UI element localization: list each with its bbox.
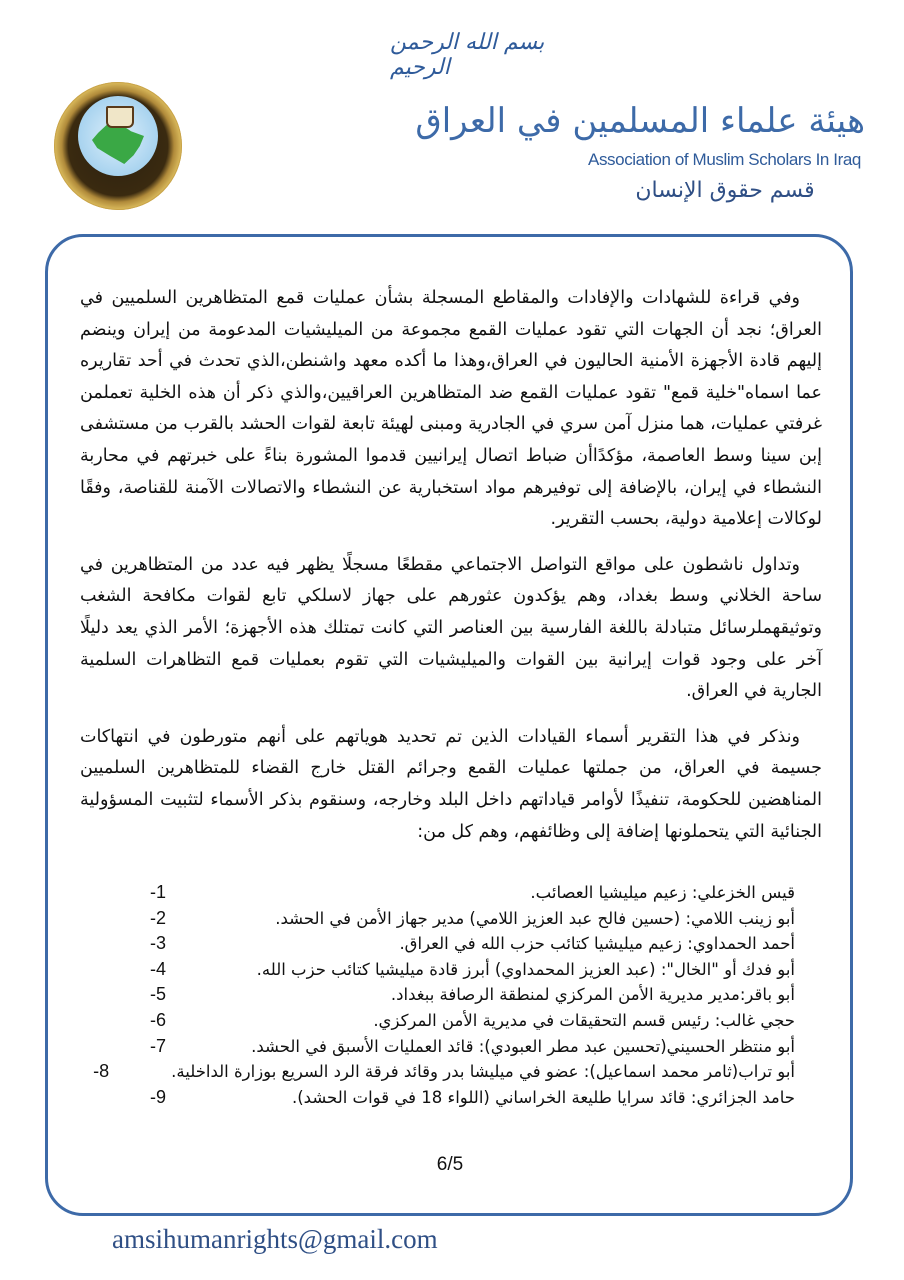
list-item-number: -5 <box>150 984 167 1005</box>
list-item-number: -9 <box>150 1086 167 1107</box>
book-icon <box>106 106 134 128</box>
list-item-text: أبو فدك أو "الخال": (عبد العزيز المحمداوي) أبرز قادة ميليشيا كتائب حزب الله. <box>256 959 795 979</box>
list-item <box>150 931 795 957</box>
list-item-text: أبو تراب(ثامر محمد اسماعيل): عضو في ميليشا بدر وقائد فرقة الرد السريع بوزارة الداخلية. <box>171 1062 795 1082</box>
paragraph: وتداول ناشطون على مواقع التواصل الاجتماعي مقطعًا مسجلًا يظهر فيه عدد من المتظاهرين في ساحة الخلاني وسط بغداد، وهم يؤكدون عثورهم على جهاز لاسلكي تابع لقوات مكافحة الشغب وتوثيقهملرسائل متبادلة باللغة الفارسية بين العناصر التي كانت تمتلك هذه الأجهزة؛ الأمر الذي يعد دليلًا آخر على وجود قوات إيرانية بين القوات والميليشيات التي تقوم بعمليات قمع التظاهرات السلمية الجارية في العراق. <box>80 554 822 702</box>
list-item <box>93 1059 795 1085</box>
list-item <box>150 982 795 1008</box>
list-item-number: -6 <box>150 1009 167 1030</box>
page-number: 6/5 <box>436 1154 464 1175</box>
list-item-text: قيس الخزعلي: زعيم ميليشيا العصائب. <box>530 883 795 902</box>
list-item-text: أبو باقر:مدير مديرية الأمن المركزي لمنطقة الرصافة ببغداد. <box>390 985 795 1005</box>
document-body <box>80 283 822 862</box>
list-item <box>150 880 795 906</box>
list-item-number: -1 <box>150 882 167 902</box>
list-item <box>150 1034 795 1060</box>
list-item-text: أبو منتظر الحسيني(تحسين عبد مطر العبودي): قائد العمليات الأسبق في الحشد. <box>251 1036 795 1056</box>
department-title: قسم حقوق الإنسان <box>635 178 815 203</box>
contact-email: amsihumanrights@gmail.com <box>112 1224 438 1254</box>
list-item <box>150 1008 795 1034</box>
paragraph: ونذكر في هذا التقرير أسماء القيادات الذين تم تحديد هوياتهم على أنهم متورطون في انتهاكات جسيمة في العراق، من جملتها عمليات القمع وجرائم القتل خارج القضاء للمتظاهرين السلميين المناهضين للحكومة، تنفيذًا لأوامر قياداتهم داخل البلد وخارجه، وسنقوم بذكر الأسماء لتثبيت المسؤولية الجنائية التي يتحملونها إضافة إلى وظائفهم، وهم كل من: <box>80 726 822 842</box>
basmala-calligraphy: بسم الله الرحمن الرحيم <box>390 30 545 80</box>
paragraph: وفي قراءة للشهادات والإفادات والمقاطع المسجلة بشأن عمليات قمع المتظاهرين السلميين في العراق؛ نجد أن الجهات التي تقود عمليات القمع مجموعة من الميليشيات المدعومة من إيران وينضم إليهم قادة الأجهزة الأمنية الحاليون في العراق،وهذا ما أكده معهد واشنطن،الذي تحدث في أحد تقاريره عما اسماه"خلية قمع" تقود عمليات القمع ضد المتظاهرين العراقيين،والذي ذكر أن هذه الخلية تعملمن غرفتي عمليات، هما منزل آمن سري في الجادرية ومبنى لهيئة تابعة لقوات الحشد بالقرب من مستشفى إبن سينا وسط العاصمة، مؤكدًاأن ضباط اتصال إيرانيين قدموا المشورة بناءً على خبرتهم في محاربة النشطاء في إيران، بالإضافة إلى توفيرهم مواد استخبارية عن النشطاء والاتصالات الآمنة للقناصة، وفقًا لوكالات إعلامية دولية، بحسب التقرير. <box>80 288 822 530</box>
organization-emblem-icon <box>54 82 182 210</box>
list-item-text: أحمد الحمداوي: زعيم ميليشيا كتائب حزب الله في العراق. <box>399 934 795 954</box>
list-item-number: -7 <box>150 1035 167 1056</box>
list-item-text: حجي غالب: رئيس قسم التحقيقات في مديرية الأمن المركزي. <box>373 1010 795 1030</box>
list-item-number: -2 <box>150 907 167 928</box>
org-logo-english: Association of Muslim Scholars In Iraq <box>588 150 861 169</box>
list-item-number: -8 <box>93 1061 110 1082</box>
names-list <box>93 880 795 1110</box>
org-logo-arabic: هيئة علماء المسلمين في العراق <box>415 101 865 141</box>
list-item-number: -3 <box>150 933 167 954</box>
list-item <box>150 906 795 932</box>
iraq-map-icon <box>92 124 144 164</box>
emblem-center <box>78 96 158 176</box>
list-item-number: -4 <box>150 958 167 979</box>
list-item <box>150 957 795 983</box>
list-item-text: أبو زينب اللامي: (حسين فالح عبد العزيز اللامي) مدير جهاز الأمن في الحشد. <box>275 908 795 928</box>
list-item-text: حامد الجزائري: قائد سرايا طليعة الخراساني (اللواء 18 في قوات الحشد). <box>291 1087 795 1107</box>
list-item <box>150 1085 795 1111</box>
